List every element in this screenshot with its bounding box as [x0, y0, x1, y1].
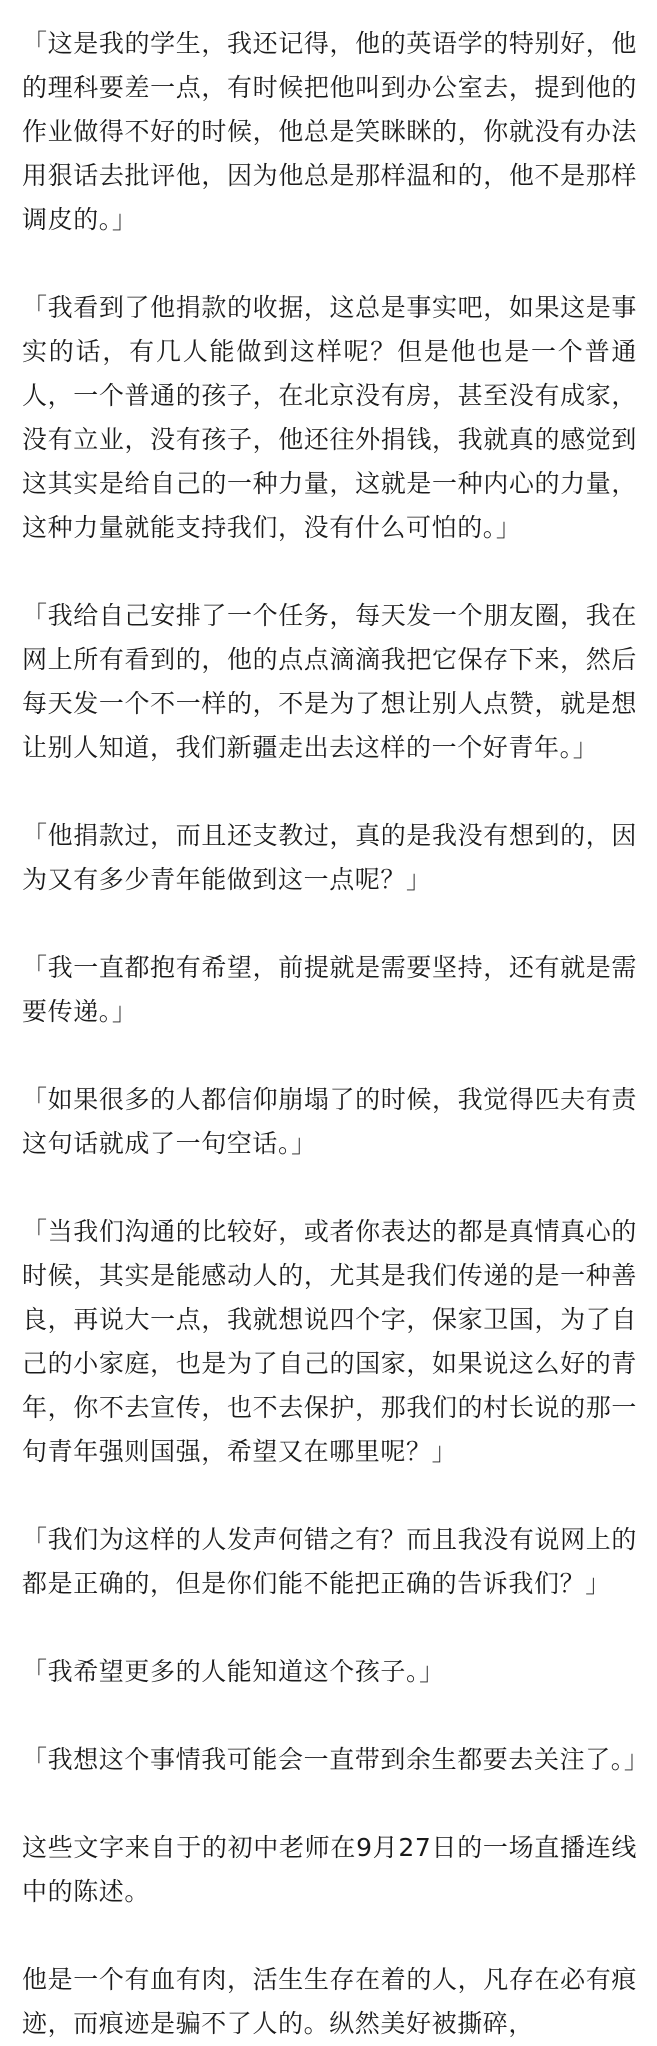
quote-paragraph-6: 「如果很多的人都信仰崩塌了的时候，我觉得匹夫有责这句话就成了一句空话。」 — [22, 1085, 637, 1158]
quote-paragraph-10: 「我想这个事情我可能会一直带到余生都要去关注了。」 — [22, 1745, 650, 1774]
quote-paragraph-1: 「这是我的学生，我还记得，他的英语学的特别好，他的理科要差一点，有时候把他叫到办公室去，提到他的作业做得不好的时候，他总是笑眯眯的，你就没有办法用狠话去批评他，因为他总是那样温和的，他不是那样调皮的。」 — [22, 29, 637, 234]
closing-paragraph: 他是一个有血有肉，活生生存在着的人，凡存在必有痕迹，而痕迹是骗不了人的。纵然美好被撕碎， — [22, 1965, 637, 2038]
quote-paragraph-2: 「我看到了他捐款的收据，这总是事实吧，如果这是事实的话，有几人能做到这样呢？但是他也是一个普通人，一个普通的孩子，在北京没有房，甚至没有成家，没有立业，没有孩子，他还往外捐钱，我就真的感觉到这其实是给自己的一种力量，这就是一种内心的力量，这种力量就能支持我们，没有什么可怕的。」 — [22, 293, 637, 542]
quote-paragraph-8: 「我们为这样的人发声何错之有？而且我没有说网上的都是正确的，但是你们能不能把正确的告诉我们？」 — [22, 1525, 637, 1598]
quote-paragraph-4: 「他捐款过，而且还支教过，真的是我没有想到的，因为又有多少青年能做到这一点呢？」 — [22, 821, 637, 894]
source-note-paragraph: 这些文字来自于的初中老师在9月27日的一场直播连线中的陈述。 — [22, 1833, 637, 1906]
quote-paragraph-5: 「我一直都抱有希望，前提就是需要坚持，还有就是需要传递。」 — [22, 953, 637, 1026]
quote-paragraph-9: 「我希望更多的人能知道这个孩子。」 — [22, 1657, 445, 1686]
quote-paragraph-7: 「当我们沟通的比较好，或者你表达的都是真情真心的时候，其实是能感动人的，尤其是我们传递的是一种善良，再说大一点，我就想说四个字，保家卫国，为了自己的小家庭，也是为了自己的国家，如果说这么好的青年，你不去宣传，也不去保护，那我们的村长说的那一句青年强则国强，希望又在哪里呢？」 — [22, 1217, 637, 1466]
quote-paragraph-3: 「我给自己安排了一个任务，每天发一个朋友圈，我在网上所有看到的，他的点点滴滴我把它保存下来，然后每天发一个不一样的，不是为了想让别人点赞，就是想让别人知道，我们新疆走出去这样的一个好青年。」 — [22, 601, 637, 762]
